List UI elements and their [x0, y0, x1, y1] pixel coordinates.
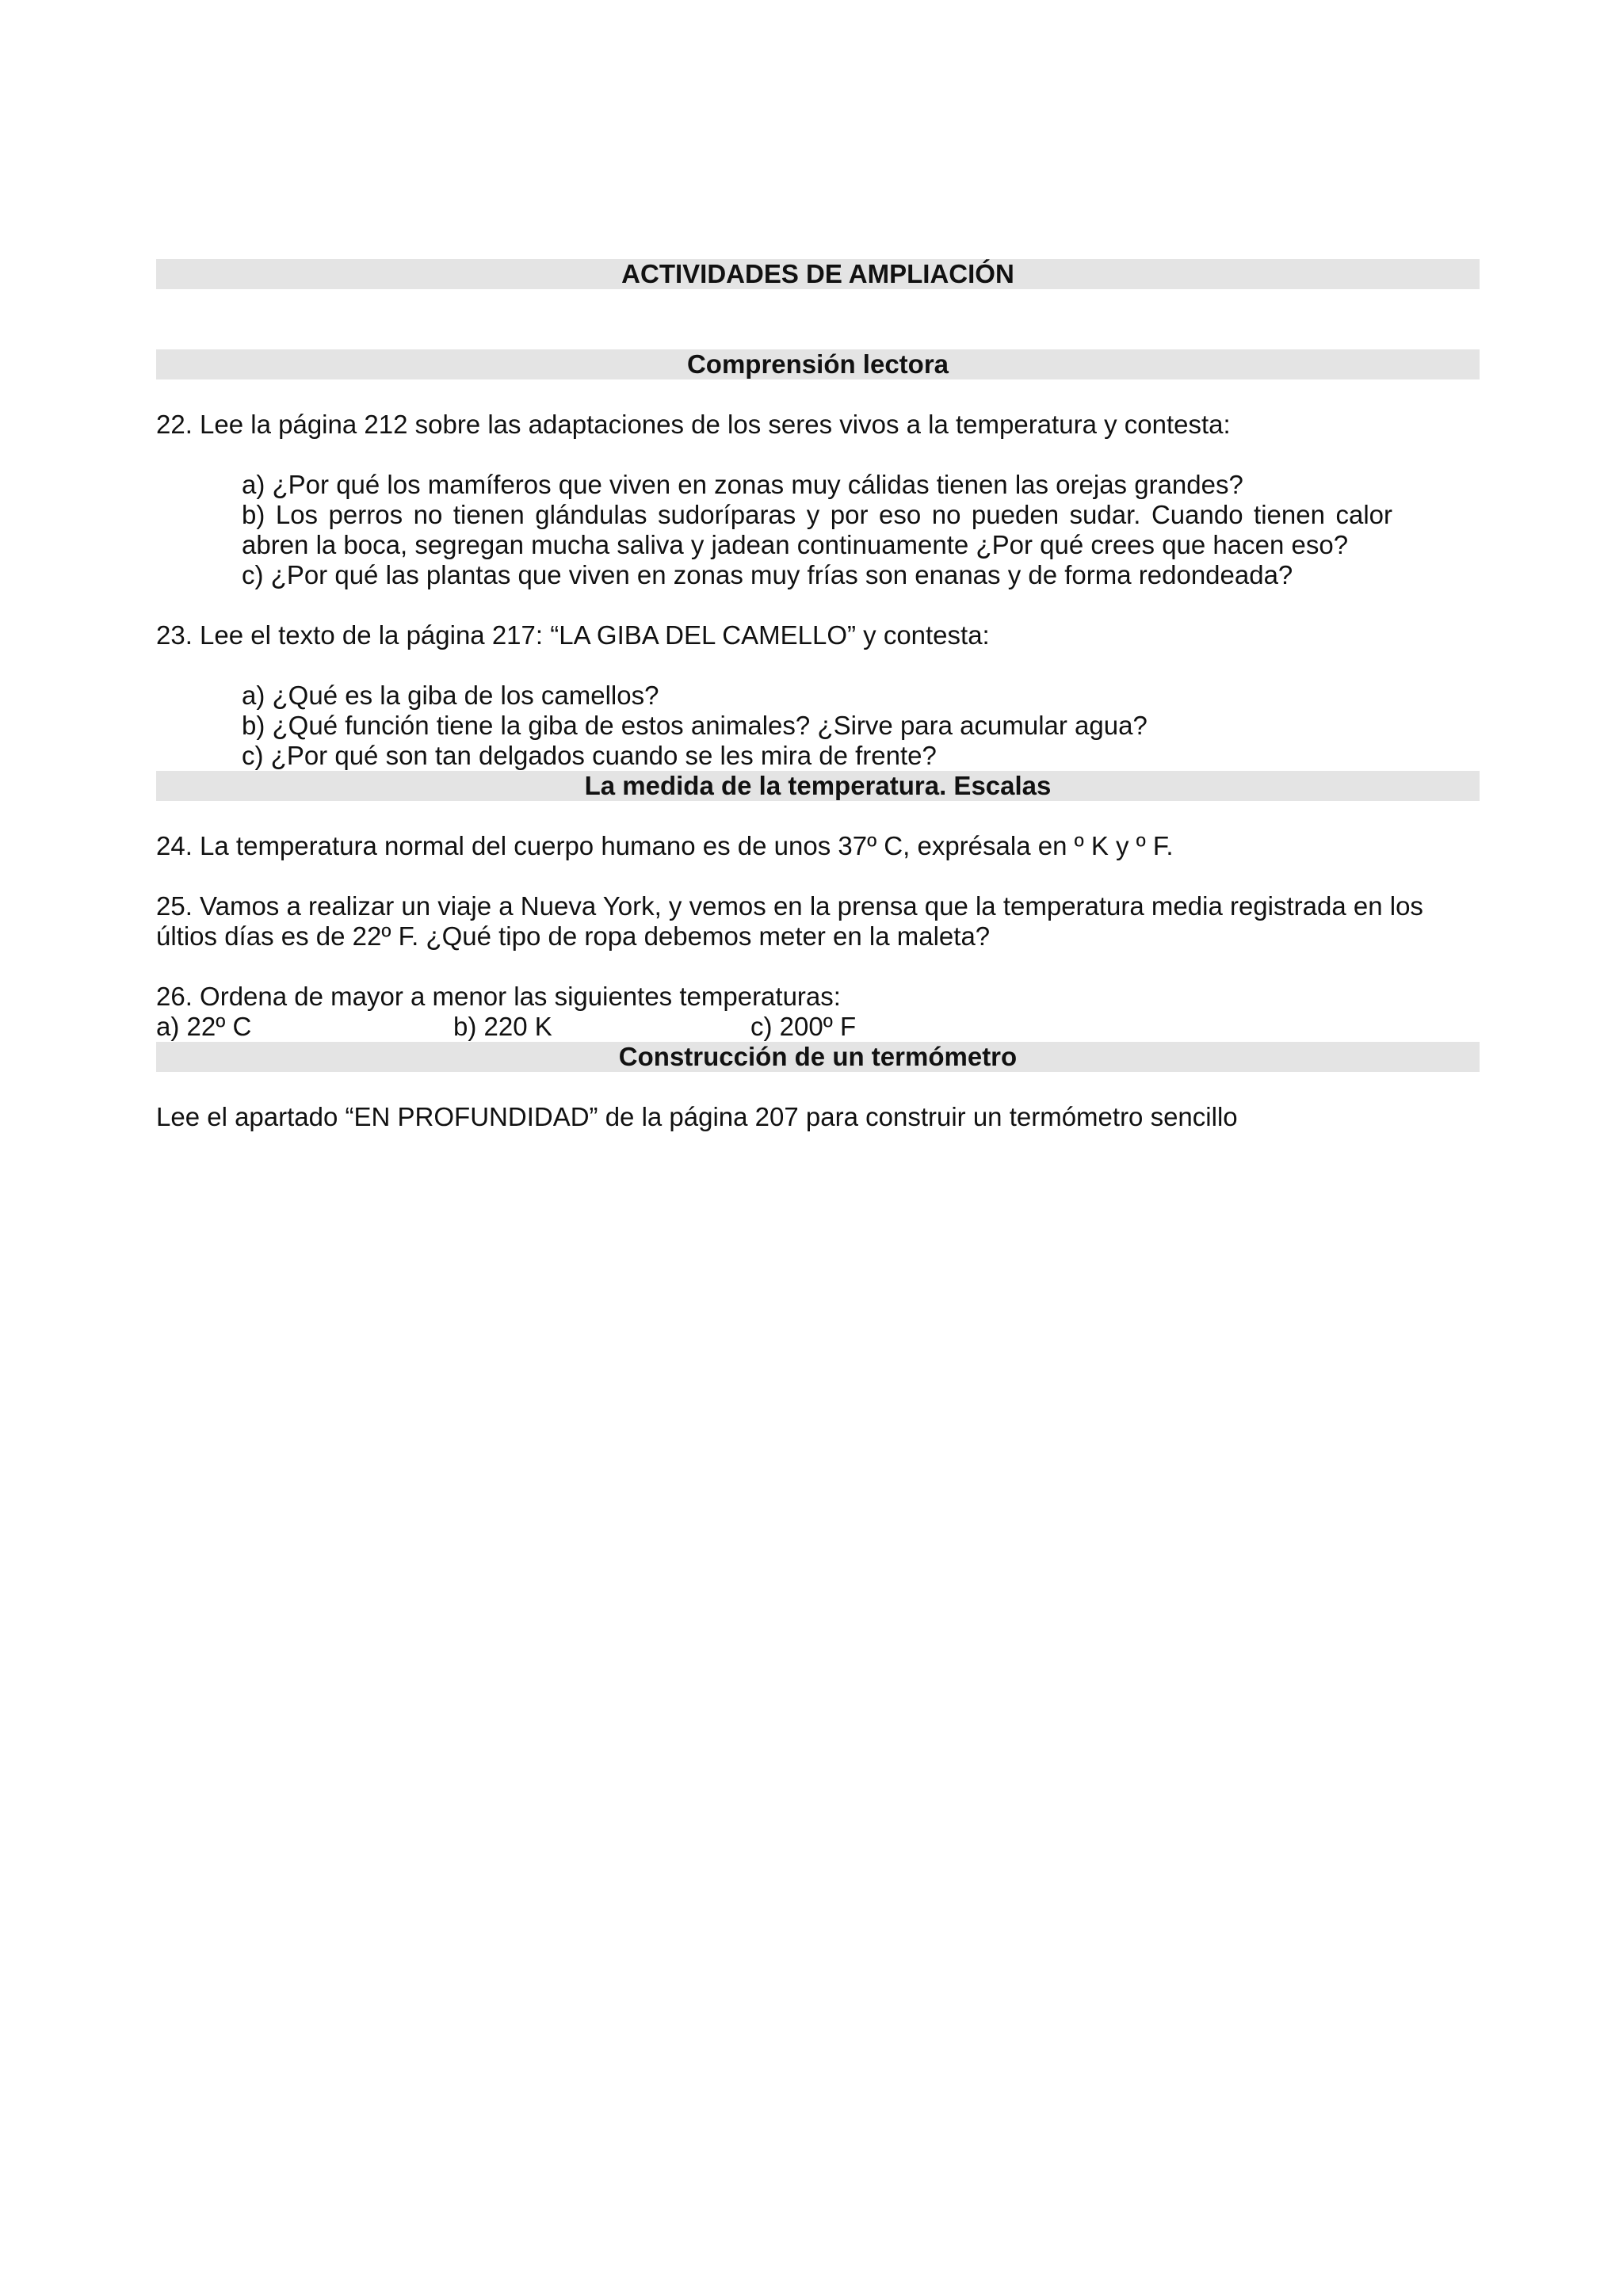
question-24: 24. La temperatura normal del cuerpo humano es de unos 37º C, exprésala en º K y º F.	[156, 831, 1174, 860]
question-26: 26. Ordena de mayor a menor las siguientes temperaturas:	[156, 982, 841, 1011]
question-23: 23. Lee el texto de la página 217: “LA GIBA DEL CAMELLO” y contesta:	[156, 620, 990, 650]
question-26-a: a) 22º C	[156, 1012, 252, 1041]
question-26-c: c) 200º F	[750, 1012, 857, 1041]
section-heading-construccion	[156, 1042, 1480, 1072]
question-26-options	[156, 1012, 1480, 1042]
question-22-a: a) ¿Por qué los mamíferos que viven en zonas muy cálidas tienen las orejas grandes?	[242, 470, 1243, 499]
section-heading-text: Comprensión lectora	[686, 349, 949, 379]
spacer	[156, 289, 1480, 349]
main-title-bar	[156, 259, 1480, 289]
question-25: 25. Vamos a realizar un viaje a Nueva York, y vemos en la prensa que la temperatura media registrada en los últios días es de 22º F. ¿Qué tipo de ropa debemos meter en la maleta?	[156, 891, 1423, 951]
section-heading-comprension	[156, 349, 1480, 379]
spacer	[156, 952, 1480, 982]
spacer	[156, 861, 1480, 891]
question-22: 22. Lee la página 212 sobre las adaptaciones de los seres vivos a la temperatura y contesta:	[156, 410, 1231, 439]
question-22-b: b) Los perros no tienen glándulas sudoríparas y por eso no pueden sudar. Cuando tienen calor abren la boca, segregan mucha saliva y jadean continuamente ¿Por qué crees que hacen eso?	[242, 500, 1392, 559]
spacer	[156, 379, 1480, 410]
construccion-text: Lee el apartado “EN PROFUNDIDAD” de la página 207 para construir un termómetro sencillo	[156, 1102, 1238, 1131]
section-heading-medida	[156, 771, 1480, 801]
spacer	[156, 801, 1480, 831]
question-23-b: b) ¿Qué función tiene la giba de estos animales? ¿Sirve para acumular agua?	[242, 711, 1148, 740]
spacer	[156, 1072, 1480, 1102]
section-heading-text: Construcción de un termómetro	[618, 1042, 1018, 1071]
question-23-a: a) ¿Qué es la giba de los camellos?	[242, 681, 659, 710]
question-23-c: c) ¿Por qué son tan delgados cuando se les mira de frente?	[242, 741, 937, 770]
spacer	[156, 440, 1480, 470]
spacer	[156, 650, 1480, 681]
section-heading-text: La medida de la temperatura. Escalas	[584, 771, 1052, 800]
main-title: ACTIVIDADES DE AMPLIACIÓN	[621, 259, 1014, 288]
question-22-c: c) ¿Por qué las plantas que viven en zonas muy frías son enanas y de forma redondeada?	[242, 560, 1293, 589]
spacer	[156, 590, 1480, 620]
document-content	[156, 259, 1480, 1132]
question-26-b: b) 220 K	[453, 1012, 552, 1041]
